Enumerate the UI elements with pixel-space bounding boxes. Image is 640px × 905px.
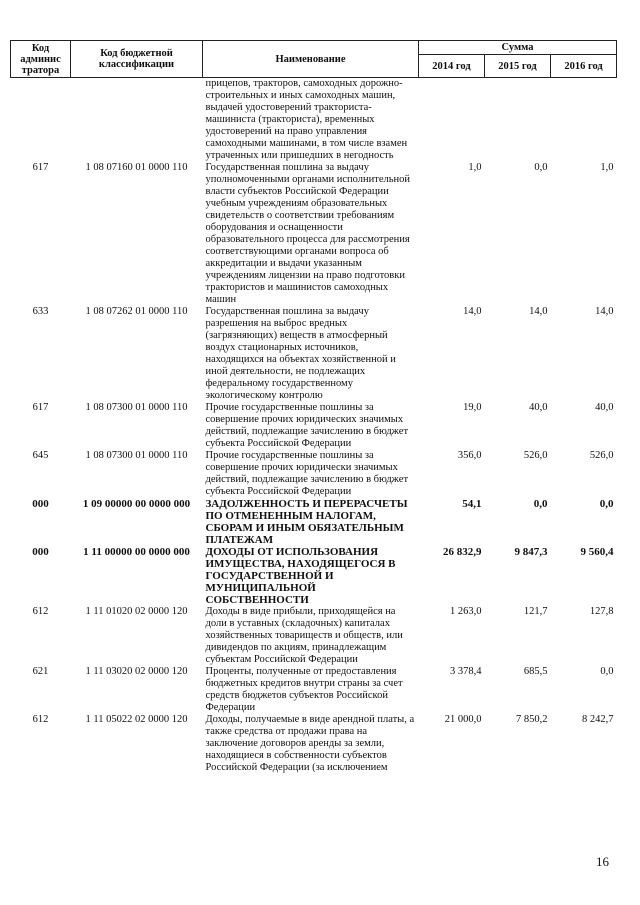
table-row [11,714,617,774]
table-header [11,41,617,78]
admin-code-cell: 000 [32,498,49,510]
sum-2015-cell: 685,5 [523,666,548,677]
sum-2014-cell: 1 263,0 [450,606,482,617]
sum-2015-cell: 7 850,2 [516,714,548,725]
budget-code-cell: 1 11 05022 02 0000 120 [85,714,188,725]
table-row [11,666,617,714]
sum-2015-cell: 40,0 [529,402,548,413]
sum-2015-cell: 0,0 [533,498,548,510]
page-number: 16 [596,854,609,869]
sum-2016-cell: 127,8 [589,606,614,617]
name-cell: Проценты, полученные от предоставления бюджетных кредитов внутри страны за счет средств бюджетов субъектов Российской Федерации [205,666,403,713]
sum-2015-cell: 9 847,3 [514,546,548,558]
name-cell: прицепов, тракторов, самоходных дорожно-строительных и иных самоходных машин, выдачей удостоверений тракториста-машиниста (тракториста), временных удостоверений на право управления самоходными машинами, в том числе взамен утраченных или пришедших в негодность [205,78,408,161]
sum-2016-cell: 9 560,4 [580,546,614,558]
header-sum: Сумма [419,41,617,55]
budget-table [10,40,617,774]
admin-code-cell: 000 [32,546,49,558]
sum-2014-cell: 356,0 [457,450,482,461]
sum-2014-cell: 19,0 [463,402,482,413]
admin-code-cell: 612 [32,714,49,725]
table-row-section [11,546,617,606]
sum-2016-cell: 0,0 [599,498,614,510]
table-row [11,450,617,498]
sum-2016-cell: 526,0 [589,450,614,461]
sum-2015-cell: 14,0 [529,306,548,317]
budget-code-cell: 1 11 00000 00 0000 000 [83,546,190,558]
sum-2016-cell: 1,0 [600,162,614,173]
table-row [11,606,617,666]
table-body [11,78,617,775]
sum-2015-cell: 0,0 [534,162,548,173]
admin-code-cell: 633 [32,306,49,317]
sum-2014-cell: 1,0 [468,162,482,173]
name-cell: ДОХОДЫ ОТ ИСПОЛЬЗОВАНИЯ ИМУЩЕСТВА, НАХОДЯЩЕГОСЯ В ГОСУДАРСТВЕННОЙ И МУНИЦИПАЛЬНОЙ СОБСТВЕННОСТИ [205,546,396,606]
sum-2015-cell [485,78,551,163]
budget-code-cell: 1 08 07300 01 0000 110 [85,450,188,461]
budget-code-cell: 1 08 07160 01 0000 110 [85,162,188,173]
sum-2016-cell [551,78,617,163]
admin-code-cell: 645 [32,450,49,461]
header-name: Наименование [203,41,419,78]
name-cell: Доходы, получаемые в виде арендной платы, а также средства от продажи права на заключение договоров аренды за земли, находящиеся в собственности субъектов Российской Федерации (за исключением [205,714,415,773]
header-admin-code: Код админис тратора [11,41,71,78]
header-year-2014: 2014 год [419,55,485,78]
sum-2014-cell: 54,1 [462,498,482,510]
name-cell: Государственная пошлина за выдачу уполномоченными органами исполнительной власти субъектов Российской Федерации учебным учреждениям образовательных свидетельств о соответствии требованиям оборудования и оснащенности образовательного процесса для рассмотрения соответствующими органами вопроса об аккредитации и выдачи указанным учреждениям лицензии на право подготовки трактористов и машинистов самоходных машин [205,162,411,305]
admin-code-cell: 621 [32,666,49,677]
budget-code-cell: 1 11 01020 02 0000 120 [85,606,188,617]
sum-2014-cell: 3 378,4 [450,666,482,677]
name-cell: Прочие государственные пошлины за совершение прочих юридически значимых действий, подлежащие зачислению в бюджет субъекта Российской Федерации [205,450,409,497]
sum-2015-cell: 526,0 [523,450,548,461]
admin-code-cell: 612 [32,606,49,617]
sum-2014-cell: 21 000,0 [444,714,482,725]
budget-code-cell: 1 09 00000 00 0000 000 [82,498,191,510]
table-row-section [11,498,617,546]
table-row [11,402,617,450]
table-row [11,162,617,306]
budget-code-cell [71,78,203,163]
name-cell: Государственная пошлина за выдачу разрешения на выброс вредных (загрязняющих) веществ в атмосферный воздух стационарных источников, находящихся на объектах хозяйственной и иной деятельности, не подлежащих федеральному государственному экологическому контролю [205,306,396,401]
header-year-2016: 2016 год [551,55,617,78]
sum-2016-cell: 40,0 [595,402,614,413]
sum-2014-cell: 14,0 [463,306,482,317]
sum-2014-cell: 26 832,9 [443,546,482,558]
sum-2016-cell: 14,0 [595,306,614,317]
name-cell: ЗАДОЛЖЕННОСТЬ И ПЕРЕРАСЧЕТЫ ПО ОТМЕНЕННЫМ НАЛОГАМ, СБОРАМ И ИНЫМ ОБЯЗАТЕЛЬНЫМ ПЛАТЕЖАМ [205,498,408,546]
sum-2015-cell: 121,7 [523,606,548,617]
admin-code-cell: 617 [32,162,49,173]
budget-code-cell: 1 08 07262 01 0000 110 [85,306,188,317]
header-year-2015: 2015 год [485,55,551,78]
name-cell: Доходы в виде прибыли, приходящейся на доли в уставных (складочных) капиталах хозяйственных товариществ и обществ, или дивидендов по акциям, принадлежащим субъектам Российской Федерации [205,606,403,665]
table-row [11,78,617,163]
sum-2016-cell: 0,0 [600,666,614,677]
table-row [11,306,617,402]
name-cell: Прочие государственные пошлины за совершение прочих юридических значимых действий, подлежащие зачислению в бюджет субъекта Российской Федерации [205,402,409,449]
admin-code-cell [11,78,71,163]
budget-code-cell: 1 08 07300 01 0000 110 [85,402,188,413]
sum-2014-cell [419,78,485,163]
header-budget-classification: Код бюджетной классификации [71,41,203,78]
budget-code-cell: 1 11 03020 02 0000 120 [85,666,188,677]
sum-2016-cell: 8 242,7 [582,714,614,725]
admin-code-cell: 617 [32,402,49,413]
